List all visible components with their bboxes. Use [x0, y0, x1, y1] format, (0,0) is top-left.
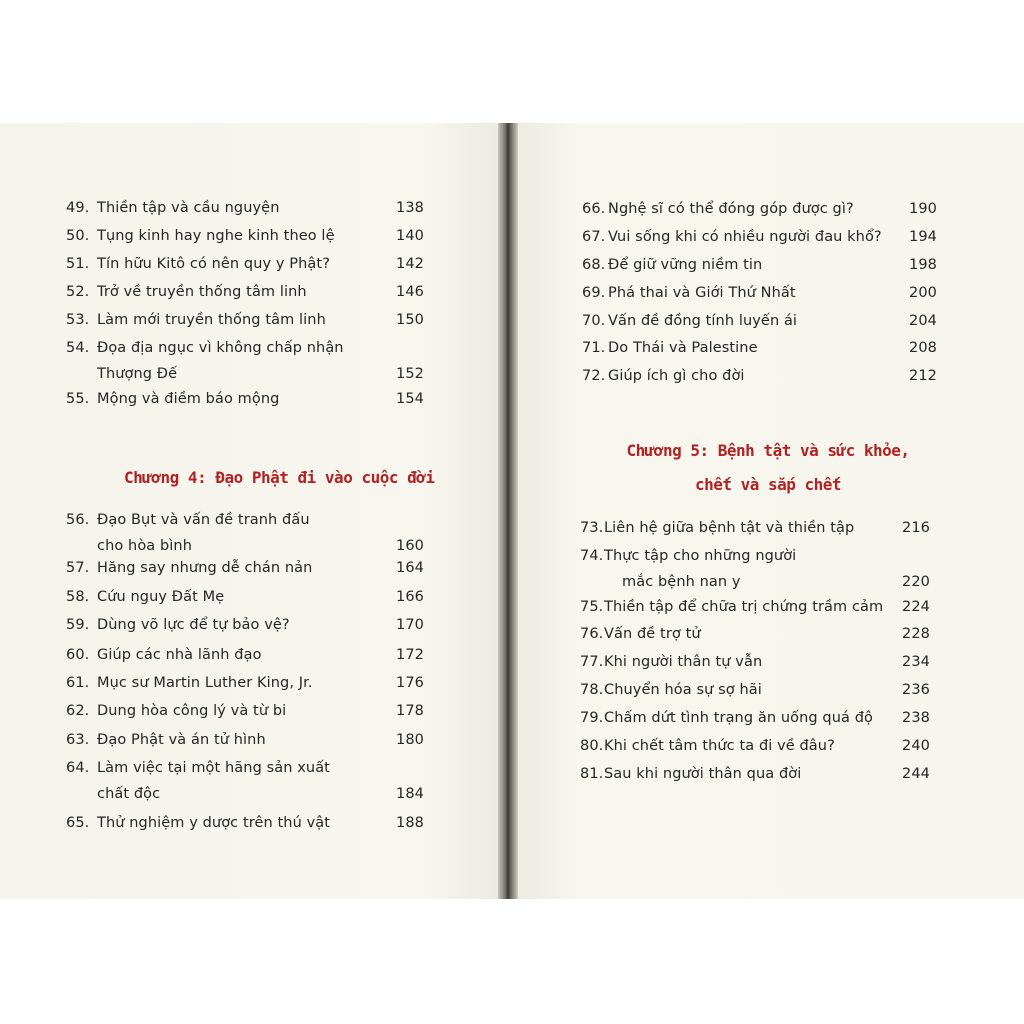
toc-entry — [66, 760, 426, 810]
entry-number: 67. — [582, 229, 606, 245]
entry-page: 178 — [396, 703, 424, 719]
entry-title: Thiền tập và cầu nguyện — [97, 200, 280, 216]
entry-number: 49. — [66, 200, 90, 216]
book-spine-gutter — [498, 123, 518, 899]
entry-title: Trở về truyền thống tâm linh — [97, 284, 307, 300]
entry-number: 80. — [580, 738, 604, 754]
entry-number: 81. — [580, 766, 604, 782]
entry-title: Phá thai và Giới Thứ Nhất — [608, 285, 796, 301]
entry-title: Đạo Bụt và vấn đề tranh đấu — [97, 512, 310, 528]
entry-title-continued: mắc bệnh nan y — [622, 574, 741, 590]
entry-title: Do Thái và Palestine — [608, 340, 758, 356]
entry-number: 65. — [66, 815, 90, 831]
entry-number: 51. — [66, 256, 90, 272]
entry-number: 64. — [66, 760, 90, 776]
entry-number: 53. — [66, 312, 90, 328]
toc-entry — [66, 340, 426, 390]
entry-page: 238 — [902, 710, 930, 726]
entry-number: 75. — [580, 599, 604, 615]
entry-title: Mục sư Martin Luther King, Jr. — [97, 675, 313, 691]
entry-page: 160 — [396, 538, 424, 554]
entry-page: 138 — [396, 200, 424, 216]
entry-number: 63. — [66, 732, 90, 748]
entry-title: Để giữ vững niềm tin — [608, 257, 763, 273]
entry-page: 204 — [909, 313, 937, 329]
toc-entry — [66, 512, 426, 562]
entry-title: Chuyển hóa sự sợ hãi — [604, 682, 762, 698]
entry-title: Làm việc tại một hãng sản xuất — [97, 760, 330, 776]
entry-page: 142 — [396, 256, 424, 272]
entry-page: 146 — [396, 284, 424, 300]
entry-page: 220 — [902, 574, 930, 590]
entry-title: Vấn đề trợ tử — [604, 626, 701, 642]
entry-page: 240 — [902, 738, 930, 754]
entry-page: 150 — [396, 312, 424, 328]
entry-page: 236 — [902, 682, 930, 698]
entry-number: 62. — [66, 703, 90, 719]
entry-number: 59. — [66, 617, 90, 633]
entry-page: 166 — [396, 589, 424, 605]
entry-number: 54. — [66, 340, 90, 356]
toc-entry — [580, 548, 940, 598]
entry-number: 52. — [66, 284, 90, 300]
entry-number: 79. — [580, 710, 604, 726]
right-page — [518, 123, 1024, 899]
entry-title-continued: cho hòa bình — [97, 538, 193, 554]
entry-page: 180 — [396, 732, 424, 748]
entry-page: 228 — [902, 626, 930, 642]
entry-page: 164 — [396, 560, 424, 576]
entry-number: 70. — [582, 313, 606, 329]
entry-number: 56. — [66, 512, 90, 528]
entry-page: 216 — [902, 520, 930, 536]
entry-page: 200 — [909, 285, 937, 301]
entry-number: 68. — [582, 257, 606, 273]
chapter-5-heading-line2: chết và sắp chết — [694, 475, 842, 494]
entry-number: 58. — [66, 589, 90, 605]
entry-title: Đạo Phật và án tử hình — [97, 732, 266, 748]
entry-page: 234 — [902, 654, 930, 670]
entry-title: Liên hệ giữa bệnh tật và thiền tập — [604, 520, 855, 536]
entry-number: 74. — [580, 548, 604, 564]
entry-page: 194 — [909, 229, 937, 245]
entry-title: Khi người thân tự vẫn — [604, 654, 763, 670]
entry-title: Mộng và điềm báo mộng — [97, 391, 280, 407]
entry-title: Dùng võ lực để tự bảo vệ? — [97, 617, 290, 633]
entry-page: 244 — [902, 766, 930, 782]
entry-number: 71. — [582, 340, 606, 356]
entry-number: 72. — [582, 368, 606, 384]
entry-title: Đọa địa ngục vì không chấp nhận — [97, 340, 344, 356]
entry-title: Giúp ích gì cho đời — [608, 368, 745, 384]
chapter-4-heading: Chương 4: Đạo Phật đi vào cuộc đời — [124, 468, 435, 487]
entry-title: Hăng say nhưng dễ chán nản — [97, 560, 313, 576]
entry-title: Tụng kinh hay nghe kinh theo lệ — [97, 228, 335, 244]
entry-page: 140 — [396, 228, 424, 244]
entry-title: Thiền tập để chữa trị chứng trầm cảm — [604, 599, 884, 615]
chapter-5-heading-line1: Chương 5: Bệnh tật và sức khỏe, — [626, 441, 910, 460]
entry-number: 50. — [66, 228, 90, 244]
entry-title: Nghệ sĩ có thể đóng góp được gì? — [608, 201, 854, 217]
entry-page: 154 — [396, 391, 424, 407]
entry-page: 198 — [909, 257, 937, 273]
entry-title: Dung hòa công lý và từ bi — [97, 703, 287, 719]
entry-title: Sau khi người thân qua đời — [604, 766, 802, 782]
entry-title: Cứu nguy Đất Mẹ — [97, 589, 225, 605]
entry-title: Khi chết tâm thức ta đi về đâu? — [604, 738, 835, 754]
entry-page: 170 — [396, 617, 424, 633]
entry-title-continued: Thượng Đế — [97, 366, 178, 382]
entry-number: 57. — [66, 560, 90, 576]
entry-page: 176 — [396, 675, 424, 691]
entry-page: 212 — [909, 368, 937, 384]
entry-page: 172 — [396, 647, 424, 663]
open-book — [0, 123, 1024, 899]
entry-title: Chấm dứt tình trạng ăn uống quá độ — [604, 710, 873, 726]
entry-page: 224 — [902, 599, 930, 615]
entry-title: Thực tập cho những người — [604, 548, 797, 564]
entry-number: 61. — [66, 675, 90, 691]
entry-title: Làm mới truyền thống tâm linh — [97, 312, 326, 328]
entry-page: 208 — [909, 340, 937, 356]
entry-page: 190 — [909, 201, 937, 217]
entry-title: Tín hữu Kitô có nên quy y Phật? — [97, 256, 331, 272]
entry-page: 188 — [396, 815, 424, 831]
entry-title: Giúp các nhà lãnh đạo — [97, 647, 262, 663]
entry-page: 152 — [396, 366, 424, 382]
entry-number: 78. — [580, 682, 604, 698]
entry-title: Thử nghiệm y dược trên thú vật — [97, 815, 331, 831]
entry-number: 76. — [580, 626, 604, 642]
left-page — [0, 123, 498, 899]
entry-number: 73. — [580, 520, 604, 536]
entry-number: 66. — [582, 201, 606, 217]
entry-number: 69. — [582, 285, 606, 301]
entry-number: 60. — [66, 647, 90, 663]
entry-page: 184 — [396, 786, 424, 802]
entry-number: 55. — [66, 391, 90, 407]
entry-title: Vấn đề đồng tính luyến ái — [608, 313, 798, 329]
entry-number: 77. — [580, 654, 604, 670]
entry-title: Vui sống khi có nhiều người đau khổ? — [608, 229, 882, 245]
entry-title-continued: chất độc — [97, 786, 161, 802]
